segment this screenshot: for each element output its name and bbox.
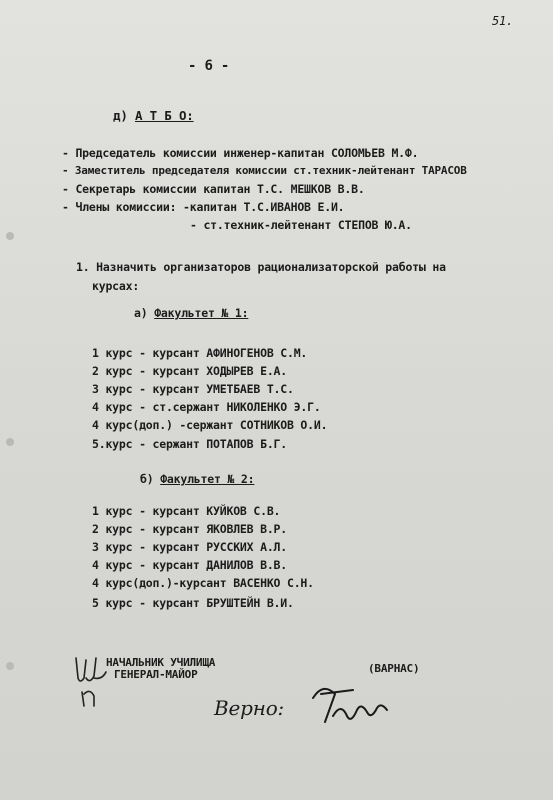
faculty-b-heading xyxy=(140,472,254,486)
faculty-b-row: 1 курс - курсант КУЙКОВ С.В. xyxy=(92,504,281,518)
section-heading xyxy=(113,108,194,123)
commission-line-secretary: - Секретарь комиссии капитан Т.С. МЕШКОВ В.В. xyxy=(62,182,365,196)
faculty-a-title: Факультет № 1: xyxy=(154,306,249,320)
faculty-a-row: 3 курс - курсант УМЕТБАЕВ Т.С. xyxy=(92,382,294,396)
handwritten-signature xyxy=(205,676,405,736)
faculty-a-prefix: а) xyxy=(134,306,148,320)
commission-line-member-2: - ст.техник-лейтенант СТЕПОВ Ю.А. xyxy=(190,218,412,232)
faculty-b-row: 5 курс - курсант БРУШТЕЙН В.И. xyxy=(92,596,294,610)
commission-line-deputy: - Заместитель председателя комиссии ст.техник-лейтенант ТАРАСОВ xyxy=(62,164,467,177)
punch-hole-mark xyxy=(6,438,14,446)
faculty-a-heading xyxy=(134,306,248,320)
signatory-title-line1: НАЧАЛЬНИК УЧИЛИЩА xyxy=(106,656,216,669)
faculty-b-prefix: б) xyxy=(140,472,154,486)
sequence-number: - 6 - xyxy=(188,58,230,74)
faculty-b-title: Факультет № 2: xyxy=(160,472,255,486)
faculty-a-row: 1 курс - курсант АФИНОГЕНОВ С.М. xyxy=(92,346,308,360)
commission-line-members: - Члены комиссии: -капитан Т.С.ИВАНОВ Е.И. xyxy=(62,200,345,214)
item1-line2: курсах: xyxy=(92,279,140,293)
faculty-a-row: 5.курс - сержант ПОТАПОВ Б.Г. xyxy=(92,437,287,451)
faculty-b-row: 2 курс - курсант ЯКОВЛЕВ В.Р. xyxy=(92,522,287,536)
faculty-b-row: 4 курс(доп.)-курсант ВАСЕНКО С.Н. xyxy=(92,576,314,590)
faculty-b-row: 3 курс - курсант РУССКИХ А.Л. xyxy=(92,540,287,554)
punch-hole-mark xyxy=(6,662,14,670)
item1-line1: 1. Назначить организаторов рационализаторской работы на xyxy=(76,260,446,274)
certified-label: Верно: xyxy=(214,696,285,720)
faculty-a-row: 4 курс - ст.сержант НИКОЛЕНКО Э.Г. xyxy=(92,400,321,414)
section-prefix: д) xyxy=(113,108,128,123)
section-title: А Т Б О: xyxy=(134,108,194,123)
signatory-title-line2: ГЕНЕРАЛ-МАЙОР xyxy=(114,668,198,681)
faculty-a-row: 2 курс - курсант ХОДЫРЕВ Е.А. xyxy=(92,364,287,378)
signatory-name: (ВАРНАС) xyxy=(368,662,420,675)
faculty-b-row: 4 курс - курсант ДАНИЛОВ В.В. xyxy=(92,558,287,572)
faculty-a-row: 4 курс(доп.) -сержант СОТНИКОВ О.И. xyxy=(92,418,328,432)
punch-hole-mark xyxy=(6,232,14,240)
commission-line-chair: - Председатель комиссии инженер-капитан СОЛОМЬЕВ М.Ф. xyxy=(62,146,419,160)
page-number: 51. xyxy=(492,14,514,28)
